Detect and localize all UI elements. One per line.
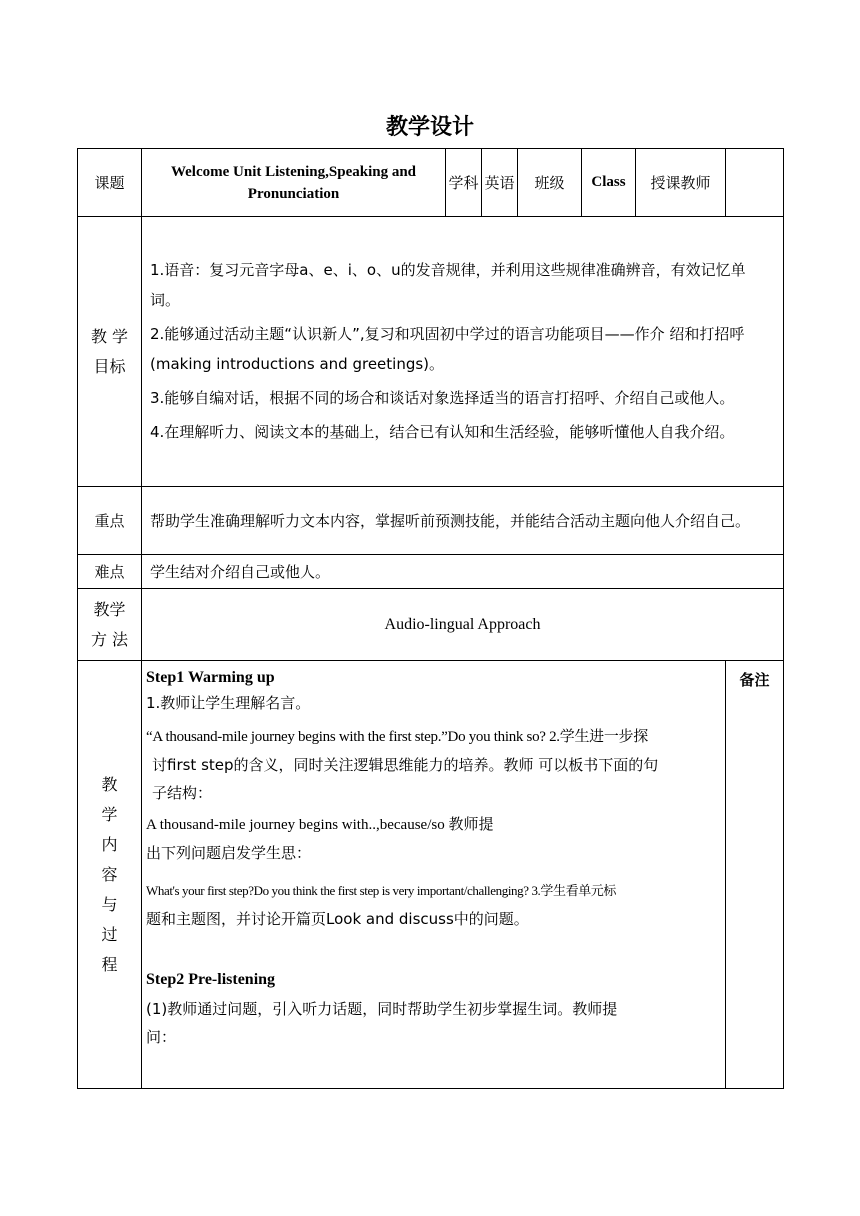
objective-item: 4.在理解听力、阅读文本的基础上，结合已有认知和生活经验，能够听懂他人自我介绍。 — [150, 422, 735, 441]
quote-line: 子结构： — [152, 784, 213, 802]
document-title: 教学设计 — [385, 115, 474, 140]
quote-line: 讨first step的含义，同时关注逻辑思维能力的培养。教师 可以板书下面的句 — [152, 756, 659, 774]
method-text: Audio-lingual Approach — [142, 589, 784, 661]
difficulties-label: 难点 — [78, 555, 142, 589]
content-row — [78, 661, 784, 1089]
content-label: 教 学 内 容 与 过 程 — [78, 661, 142, 1089]
class-value: Class — [582, 149, 636, 217]
key-points-row — [78, 487, 784, 555]
objective-item: 3.能够自编对话，根据不同的场合和谈话对象选择适当的语言打招呼、介绍自己或他人。 — [150, 388, 735, 407]
topic-value: Welcome Unit Listening,Speaking and Pronunciation — [142, 149, 446, 217]
subject-label: 学科 — [446, 149, 482, 217]
notes-cell: 备注 — [726, 661, 784, 1089]
subject-value: 英语 — [482, 149, 518, 217]
topic-label: 课题 — [78, 149, 142, 217]
teacher-value — [726, 149, 784, 217]
lesson-plan-table — [77, 148, 784, 1089]
sentence-frame: 出下列问题启发学生思： — [146, 844, 312, 862]
objective-item: 2.能够通过活动主题“认识新人”,复习和巩固初中学过的语言功能项目——作介 绍和打招呼(making introductions and greetings)。 — [150, 324, 745, 373]
question-line: 题和主题图，并讨论开篇页Look and discuss中的问题。 — [146, 910, 529, 928]
objective-item: 1.语音：复习元音字母a、e、i、o、u的发音规律，并利用这些规律准确辨音，有效记忆单词。 — [150, 260, 746, 309]
step2-item: 问： — [146, 1028, 177, 1046]
objectives-label: 教 学 目标 — [78, 217, 142, 487]
difficulties-row — [78, 555, 784, 589]
method-row — [78, 589, 784, 661]
header-row — [78, 149, 784, 217]
teacher-label: 授课教师 — [636, 149, 726, 217]
step2-item: (1)教师通过问题，引入听力话题，同时帮助学生初步掌握生词。教师提 — [146, 1000, 618, 1018]
objectives-row — [78, 217, 784, 487]
key-points-text: 帮助学生准确理解听力文本内容，掌握听前预测技能，并能结合活动主题向他人介绍自己。 — [142, 487, 784, 555]
content-body — [142, 661, 726, 1089]
key-points-label: 重点 — [78, 487, 142, 555]
step1-title: Step1 Warming up — [146, 669, 275, 686]
question-line: What's your first step?Do you think the first step is very important/challenging? 3.学生看单元标 — [146, 883, 617, 898]
method-label: 教学 方 法 — [78, 589, 142, 661]
sentence-frame: A thousand-mile journey begins with..,because/so 教师提 — [146, 817, 494, 833]
quote-line: “A thousand-mile journey begins with the first step.”Do you think so? 2.学生进一步探 — [146, 729, 648, 745]
step2-title: Step2 Pre-listening — [146, 971, 276, 988]
objectives-content — [142, 217, 784, 487]
class-label: 班级 — [518, 149, 582, 217]
step1-item: 1.教师让学生理解名言。 — [146, 694, 311, 712]
difficulties-text: 学生结对介绍自己或他人。 — [142, 555, 784, 589]
